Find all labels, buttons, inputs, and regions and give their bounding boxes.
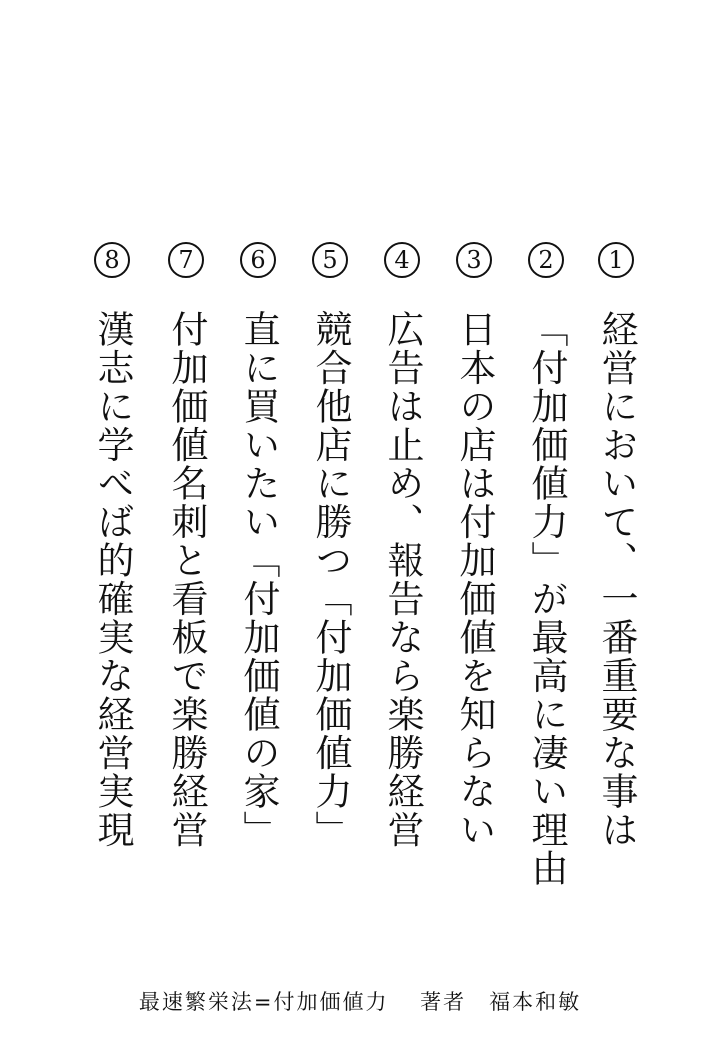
- svg-text:6: 6: [250, 246, 266, 274]
- toc-item: [230, 232, 286, 912]
- toc-item-title: 付加価値名刺と看板で楽勝経営: [165, 310, 208, 849]
- toc-item-title: 競合他店に勝つ「付加価値力」: [309, 310, 352, 849]
- toc-item-number: [84, 232, 140, 288]
- toc-item-title: 漢志に学べば的確実な経営実現: [91, 310, 134, 849]
- toc-item: [374, 232, 430, 912]
- svg-text:2: 2: [538, 246, 554, 274]
- toc-item-number: [158, 232, 214, 288]
- toc-item-title: 「付加価値力」が最高に凄い理由: [525, 310, 568, 888]
- svg-text:7: 7: [178, 246, 194, 274]
- circled-number-icon: [454, 240, 494, 280]
- toc-item-number: [588, 232, 644, 288]
- book-footer-credit: 最速繁栄法=付加価値力 著者 福本和敏: [138, 990, 582, 1014]
- toc-item-title: 直に買いたい「付加価値の家」: [237, 310, 280, 849]
- toc-item: [518, 232, 574, 912]
- toc-columns: [0, 232, 720, 912]
- toc-item: [158, 232, 214, 912]
- toc-item: [588, 232, 644, 912]
- circled-number-icon: [382, 240, 422, 280]
- circled-number-icon: [92, 240, 132, 280]
- toc-item: [446, 232, 502, 912]
- toc-item-number: [230, 232, 286, 288]
- circled-number-icon: [310, 240, 350, 280]
- toc-item-title: 経営において、一番重要な事は: [595, 310, 638, 849]
- toc-item-number: [446, 232, 502, 288]
- circled-number-icon: [596, 240, 636, 280]
- toc-item-number: [374, 232, 430, 288]
- svg-text:5: 5: [322, 246, 338, 274]
- toc-item: [302, 232, 358, 912]
- svg-text:1: 1: [608, 246, 624, 274]
- toc-item-number: [518, 232, 574, 288]
- circled-number-icon: [166, 240, 206, 280]
- toc-item-title: 広告は止め、報告なら楽勝経営: [381, 310, 424, 849]
- toc-item: [84, 232, 140, 912]
- svg-text:4: 4: [394, 246, 410, 274]
- toc-item-title: 日本の店は付加価値を知らない: [453, 310, 496, 849]
- svg-text:8: 8: [104, 246, 120, 274]
- toc-item-number: [302, 232, 358, 288]
- circled-number-icon: [526, 240, 566, 280]
- circled-number-icon: [238, 240, 278, 280]
- svg-text:3: 3: [466, 246, 482, 274]
